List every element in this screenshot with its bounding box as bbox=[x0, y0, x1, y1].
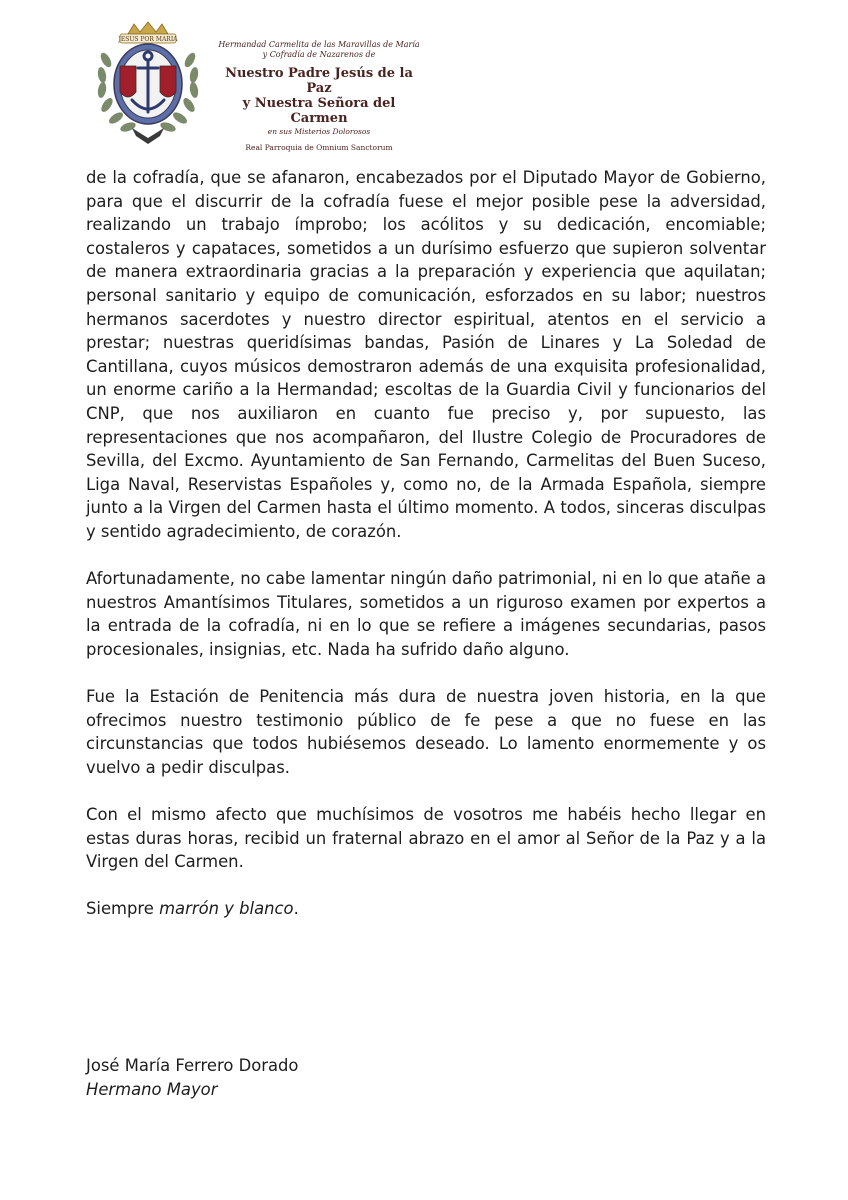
letterhead-text bbox=[214, 40, 424, 153]
svg-text:JESUS POR MARIA: JESUS POR MARIA bbox=[118, 36, 178, 43]
closing-prefix: Siempre bbox=[86, 899, 160, 919]
letterhead-line-5: en sus Misterios Dolorosos bbox=[267, 127, 371, 136]
signatory-name: José María Ferrero Dorado bbox=[86, 1056, 299, 1075]
letterhead-line-1: Hermandad Carmelita de las Maravillas de María bbox=[218, 40, 420, 49]
letterhead-title-1: Nuestro Padre Jesús de la Paz bbox=[225, 66, 413, 96]
signature-block bbox=[86, 1054, 586, 1101]
paragraph-thanks: de la cofradía, que se afanaron, encabezados por el Diputado Mayor de Gobierno, para que el discurrir de la cofradía fuese el mejor posible pese la adversidad, realizando un trabajo ímprobo; los acólitos y su dedicación, encomiable; costaleros y capataces, sometidos a un durísimo esfuerzo que supieron solventar de manera extraordinaria gracias a la preparación y experiencia que aquilatan; personal sanitario y equipo de comunicación, esforzados en su labor; nuestros hermanos sacerdotes y nuestro director espiritual, atentos en el servicio a prestar; nuestras queridísimas bandas, Pasión de Linares y La Soledad de Cantillana, cuyos músicos demostraron además de una exquisita profesionalidad, un enorme cariño a la Hermandad; escoltas de la Guardia Civil y funcionarios del CNP, que nos auxiliaron en cuanto fue preciso y, por supuesto, las representaciones que nos acompañaron, del Ilustre Colegio de Procuradores de Sevilla, del Excmo. Ayuntamiento de San Fernando, Carmelitas del Buen Suceso, Liga Naval, Reservistas Españoles y, como no, de la Armada Española, siempre junto a la Virgen del Carmen hasta el último momento. A todos, sinceras disculpas y sentido agradecimiento, de corazón. bbox=[86, 168, 766, 541]
letter-body bbox=[86, 166, 766, 945]
letterhead-line-2: y Cofradía de Nazarenos de bbox=[262, 50, 376, 59]
closing-suffix: . bbox=[293, 899, 299, 919]
signatory-title: Hermano Mayor bbox=[86, 1079, 218, 1099]
closing-motto: marrón y blanco bbox=[159, 899, 294, 919]
letterhead-parish: Real Parroquia de Omnium Sanctorum bbox=[245, 143, 393, 152]
brotherhood-crest-icon bbox=[92, 20, 204, 145]
closing-line bbox=[86, 897, 766, 921]
paragraph-penitence: Fue la Estación de Penitencia más dura de nuestra joven historia, en la que ofrecimos nuestro testimonio público de fe pese a que no fuese en las circunstancias que todos hubiésemos deseado. Lo lamento enormemente y os vuelvo a pedir disculpas. bbox=[86, 687, 766, 777]
letterhead bbox=[92, 20, 772, 152]
paragraph-heritage: Afortunadamente, no cabe lamentar ningún daño patrimonial, ni en lo que atañe a nuestros Amantísimos Titulares, sometidos a un riguroso examen por expertos a la entrada de la cofradía, ni en lo que se refiere a imágenes secundarias, pasos procesionales, insignias, etc. Nada ha sufrido daño alguno. bbox=[86, 569, 766, 659]
letterhead-title-2: y Nuestra Señora del Carmen bbox=[242, 96, 396, 126]
paragraph-farewell: Con el mismo afecto que muchísimos de vosotros me habéis hecho llegar en estas duras horas, recibid un fraternal abrazo en el amor al Señor de la Paz y a la Virgen del Carmen. bbox=[86, 805, 766, 872]
